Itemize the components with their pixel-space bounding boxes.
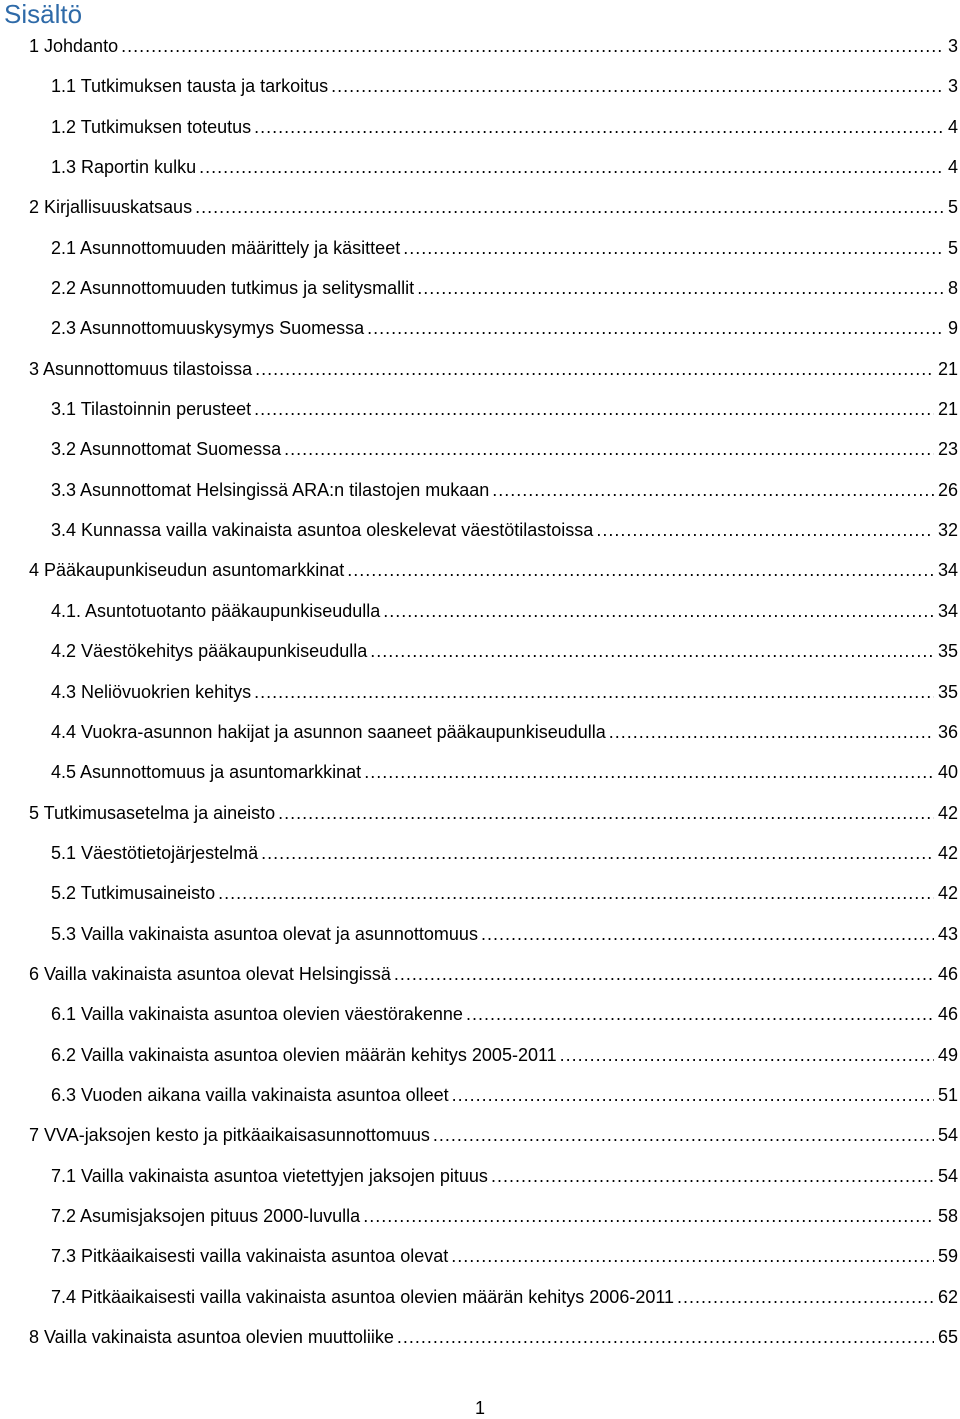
toc-entry-row[interactable] (29, 195, 958, 219)
toc-entry-page-number[interactable]: 5 (947, 197, 958, 218)
dot-leader (452, 1083, 934, 1107)
dot-leader (433, 1123, 934, 1147)
toc-entry-row[interactable] (51, 639, 958, 663)
toc-entry-row[interactable] (51, 155, 958, 179)
toc-entry[interactable] (0, 795, 960, 835)
dot-leader (417, 276, 944, 300)
toc-entry-label[interactable]: 4.5 Asunnottomuus ja asuntomarkkinat (51, 762, 362, 783)
dot-leader (278, 801, 934, 825)
toc-entry-page-number[interactable]: 62 (937, 1286, 958, 1307)
toc-entry-row[interactable] (29, 962, 958, 986)
toc-entry[interactable] (0, 189, 960, 229)
toc-entry-row[interactable] (51, 1204, 958, 1228)
toc-entry-label[interactable]: 5.1 Väestötietojärjestelmä (51, 842, 259, 863)
dot-leader (195, 195, 944, 219)
toc-entry-page-number[interactable]: 43 (937, 923, 958, 944)
toc-entry[interactable] (0, 1319, 960, 1359)
dot-leader (254, 680, 934, 704)
toc-entry-label[interactable]: 2.3 Asunnottomuuskysymys Suomessa (51, 318, 365, 339)
toc-entry-page-number[interactable]: 21 (937, 399, 958, 420)
toc-entry-page-number[interactable]: 42 (937, 842, 958, 863)
toc-entry[interactable] (0, 28, 960, 68)
toc-entry-page-number[interactable]: 40 (937, 762, 958, 783)
toc-entry-page-number[interactable]: 54 (937, 1125, 958, 1146)
toc-entry-page-number[interactable]: 32 (937, 520, 958, 541)
toc-entry-row[interactable] (51, 680, 958, 704)
toc-entry[interactable] (0, 68, 960, 108)
toc-entry-label[interactable]: 7.3 Pitkäaikaisesti vailla vakinaista asuntoa olevat (51, 1246, 449, 1267)
toc-entry[interactable] (0, 754, 960, 794)
toc-entry[interactable] (0, 270, 960, 310)
toc-entry-label[interactable]: 6.3 Vuoden aikana vailla vakinaista asuntoa olleet (51, 1084, 449, 1105)
toc-entry-row[interactable] (51, 276, 958, 300)
toc-entry-page-number[interactable]: 46 (937, 1004, 958, 1025)
dot-leader (367, 316, 944, 340)
toc-entry-page-number[interactable]: 9 (947, 318, 958, 339)
toc-entry-page-number[interactable]: 21 (937, 358, 958, 379)
toc-entry-label[interactable]: 4.1. Asuntotuotanto pääkaupunkiseudulla (51, 600, 381, 621)
dot-leader (347, 558, 934, 582)
toc-entry-row[interactable] (29, 34, 958, 58)
toc-entry-row[interactable] (51, 397, 958, 421)
toc-entry[interactable] (0, 633, 960, 673)
dot-leader (466, 1002, 934, 1026)
toc-entry-page-number[interactable]: 4 (947, 116, 958, 137)
toc-entry-label[interactable]: 4.3 Neliövuokrien kehitys (51, 681, 252, 702)
toc-entry-label[interactable]: 7 VVA-jaksojen kesto ja pitkäaikaisasunnottomuus (29, 1125, 430, 1146)
toc-entry-label[interactable]: 2.1 Asunnottomuuden määrittely ja käsitteet (51, 237, 401, 258)
toc-entry-label[interactable]: 6 Vailla vakinaista asuntoa olevat Helsingissä (29, 963, 391, 984)
dot-leader (254, 397, 934, 421)
dot-leader (261, 841, 934, 865)
toc-entry[interactable] (0, 916, 960, 956)
page-number: 1 (474, 1398, 485, 1418)
toc-entry-row[interactable] (51, 115, 958, 139)
toc-entry-label[interactable]: 7.4 Pitkäaikaisesti vailla vakinaista asuntoa olevien määrän kehitys 2006-2011 (51, 1286, 675, 1307)
toc-entry-row[interactable] (51, 599, 958, 623)
toc-entry-row[interactable] (51, 922, 958, 946)
dot-leader (491, 1164, 934, 1188)
toc-entry-page-number[interactable]: 34 (937, 560, 958, 581)
dot-leader (403, 236, 944, 260)
toc-entry-page-number[interactable]: 5 (947, 237, 958, 258)
toc-entry[interactable] (0, 875, 960, 915)
toc-entry-row[interactable] (51, 1285, 958, 1309)
toc-entry-row[interactable] (29, 1325, 958, 1349)
toc-entry-page-number[interactable]: 46 (937, 963, 958, 984)
toc-entry[interactable] (0, 109, 960, 149)
dot-leader (560, 1043, 934, 1067)
toc-entry-label[interactable]: 5 Tutkimusasetelma ja aineisto (29, 802, 276, 823)
toc-entry[interactable] (0, 351, 960, 391)
dot-leader (364, 760, 934, 784)
toc-entry[interactable] (0, 714, 960, 754)
toc-entry-row[interactable] (29, 801, 958, 825)
toc-entry-page-number[interactable]: 35 (937, 641, 958, 662)
toc-entry-row[interactable] (51, 1043, 958, 1067)
toc-entry[interactable] (0, 472, 960, 512)
toc-entry-page-number[interactable]: 58 (937, 1205, 958, 1226)
toc-entry-label[interactable]: 3.2 Asunnottomat Suomessa (51, 439, 282, 460)
dot-leader (677, 1285, 934, 1309)
toc-entry-label[interactable]: 4.4 Vuokra-asunnon hakijat ja asunnon saaneet pääkaupunkiseudulla (51, 721, 606, 742)
toc-entry-page-number[interactable]: 42 (937, 883, 958, 904)
toc-entry-row[interactable] (51, 881, 958, 905)
toc-entry-row[interactable] (29, 558, 958, 582)
toc-entry-page-number[interactable]: 42 (937, 802, 958, 823)
dot-leader (481, 922, 934, 946)
toc-entry-label[interactable]: 7.2 Asumisjaksojen pituus 2000-luvulla (51, 1205, 361, 1226)
toc-entry[interactable] (0, 674, 960, 714)
dot-leader (254, 115, 944, 139)
toc-entry-label[interactable]: 2 Kirjallisuuskatsaus (29, 197, 193, 218)
toc-entry-row[interactable] (51, 316, 958, 340)
dot-leader (492, 478, 934, 502)
toc-entry-row[interactable] (51, 478, 958, 502)
toc-entry-page-number[interactable]: 51 (937, 1084, 958, 1105)
toc-entry-label[interactable]: 2.2 Asunnottomuuden tutkimus ja selitysmallit (51, 278, 415, 299)
toc-entry-label[interactable]: 3 Asunnottomuus tilastoissa (29, 358, 253, 379)
dot-leader (609, 720, 934, 744)
toc-entry[interactable] (0, 552, 960, 592)
toc-entry-row[interactable] (51, 74, 958, 98)
toc-entry-page-number[interactable]: 34 (937, 600, 958, 621)
toc-entry-label[interactable]: 3.1 Tilastoinnin perusteet (51, 399, 252, 420)
toc-entry[interactable] (0, 1198, 960, 1238)
toc-entry[interactable] (0, 835, 960, 875)
toc-entry-label[interactable]: 3.4 Kunnassa vailla vakinaista asuntoa oleskelevat väestötilastoissa (51, 520, 594, 541)
dot-leader (331, 74, 944, 98)
toc-entry-row[interactable] (29, 1123, 958, 1147)
dot-leader (451, 1244, 934, 1268)
toc-entry-row[interactable] (51, 1083, 958, 1107)
toc-entry[interactable] (0, 512, 960, 552)
toc-entry-label[interactable]: 1.2 Tutkimuksen toteutus (51, 116, 252, 137)
toc-entry-row[interactable] (51, 236, 958, 260)
toc-entry-label[interactable]: 4 Pääkaupunkiseudun asuntomarkkinat (29, 560, 345, 581)
toc-entry[interactable] (0, 1279, 960, 1319)
toc-entry-page-number[interactable]: 3 (947, 36, 958, 56)
toc-entry-label[interactable]: 1.3 Raportin kulku (51, 157, 197, 178)
toc-entry-page-number[interactable]: 49 (937, 1044, 958, 1065)
toc-entry-label[interactable]: 6.2 Vailla vakinaista asuntoa olevien määrän kehitys 2005-2011 (51, 1044, 557, 1065)
dot-leader (370, 639, 934, 663)
toc-entry-page-number[interactable]: 3 (947, 76, 958, 97)
toc-entry-label[interactable]: 3.3 Asunnottomat Helsingissä ARA:n tilastojen mukaan (51, 479, 490, 500)
dot-leader (363, 1204, 934, 1228)
toc-entry-page-number[interactable]: 4 (947, 157, 958, 178)
toc-entry-page-number[interactable]: 26 (937, 479, 958, 500)
dot-leader (394, 962, 934, 986)
toc-entry-label[interactable]: 8 Vailla vakinaista asuntoa olevien muuttoliike (29, 1327, 394, 1347)
toc-entry[interactable] (0, 310, 960, 350)
toc-entry-row[interactable] (51, 720, 958, 744)
dot-leader (218, 881, 934, 905)
dot-leader (121, 34, 944, 58)
toc-entry-page-number[interactable]: 23 (937, 439, 958, 460)
toc-entry-row[interactable] (51, 841, 958, 865)
toc-entry-label[interactable]: 7.1 Vailla vakinaista asuntoa vietettyjen jaksojen pituus (51, 1165, 488, 1186)
toc-entry[interactable] (0, 149, 960, 189)
toc-entry[interactable] (0, 1077, 960, 1117)
toc-entry-label[interactable]: 1.1 Tutkimuksen tausta ja tarkoitus (51, 76, 329, 97)
dot-leader (255, 357, 934, 381)
toc-entry-row[interactable] (51, 518, 958, 542)
toc-entry-label[interactable]: 5.3 Vailla vakinaista asuntoa olevat ja asunnottomuus (51, 923, 478, 944)
toc-entry[interactable] (0, 1037, 960, 1077)
toc-entry-row[interactable] (51, 1244, 958, 1268)
dot-leader (199, 155, 944, 179)
dot-leader (383, 599, 934, 623)
toc-entry-label[interactable]: 6.1 Vailla vakinaista asuntoa olevien väestörakenne (51, 1004, 463, 1025)
toc-entry-row[interactable] (51, 760, 958, 784)
toc-entry-label[interactable]: 4.2 Väestökehitys pääkaupunkiseudulla (51, 641, 368, 662)
toc-entry[interactable] (0, 230, 960, 270)
toc-entry-label[interactable]: 5.2 Tutkimusaineisto (51, 883, 216, 904)
toc-entry-page-number[interactable]: 36 (937, 721, 958, 742)
toc-entry[interactable] (0, 956, 960, 996)
dot-leader (596, 518, 934, 542)
toc-entry-row[interactable] (51, 1164, 958, 1188)
toc-entry-page-number[interactable]: 59 (937, 1246, 958, 1267)
toc-entry-label[interactable]: 1 Johdanto (29, 36, 119, 56)
toc-entry[interactable] (0, 391, 960, 431)
toc-entry-page-number[interactable]: 65 (937, 1327, 958, 1347)
toc-entry[interactable] (0, 1238, 960, 1278)
toc-entry-page-number[interactable]: 54 (937, 1165, 958, 1186)
toc-entry[interactable] (0, 996, 960, 1036)
toc-entry-page-number[interactable]: 35 (937, 681, 958, 702)
dot-leader (397, 1325, 934, 1349)
toc-list (0, 28, 960, 1359)
toc-entry[interactable] (0, 1117, 960, 1157)
toc-entry-row[interactable] (51, 437, 958, 461)
toc-entry-row[interactable] (51, 1002, 958, 1026)
toc-entry[interactable] (0, 1158, 960, 1198)
dot-leader (284, 437, 934, 461)
toc-entry-row[interactable] (29, 357, 958, 381)
toc-entry[interactable] (0, 593, 960, 633)
toc-entry[interactable] (0, 431, 960, 471)
toc-title: Sisältö (4, 0, 83, 29)
toc-entry-page-number[interactable]: 8 (947, 278, 958, 299)
